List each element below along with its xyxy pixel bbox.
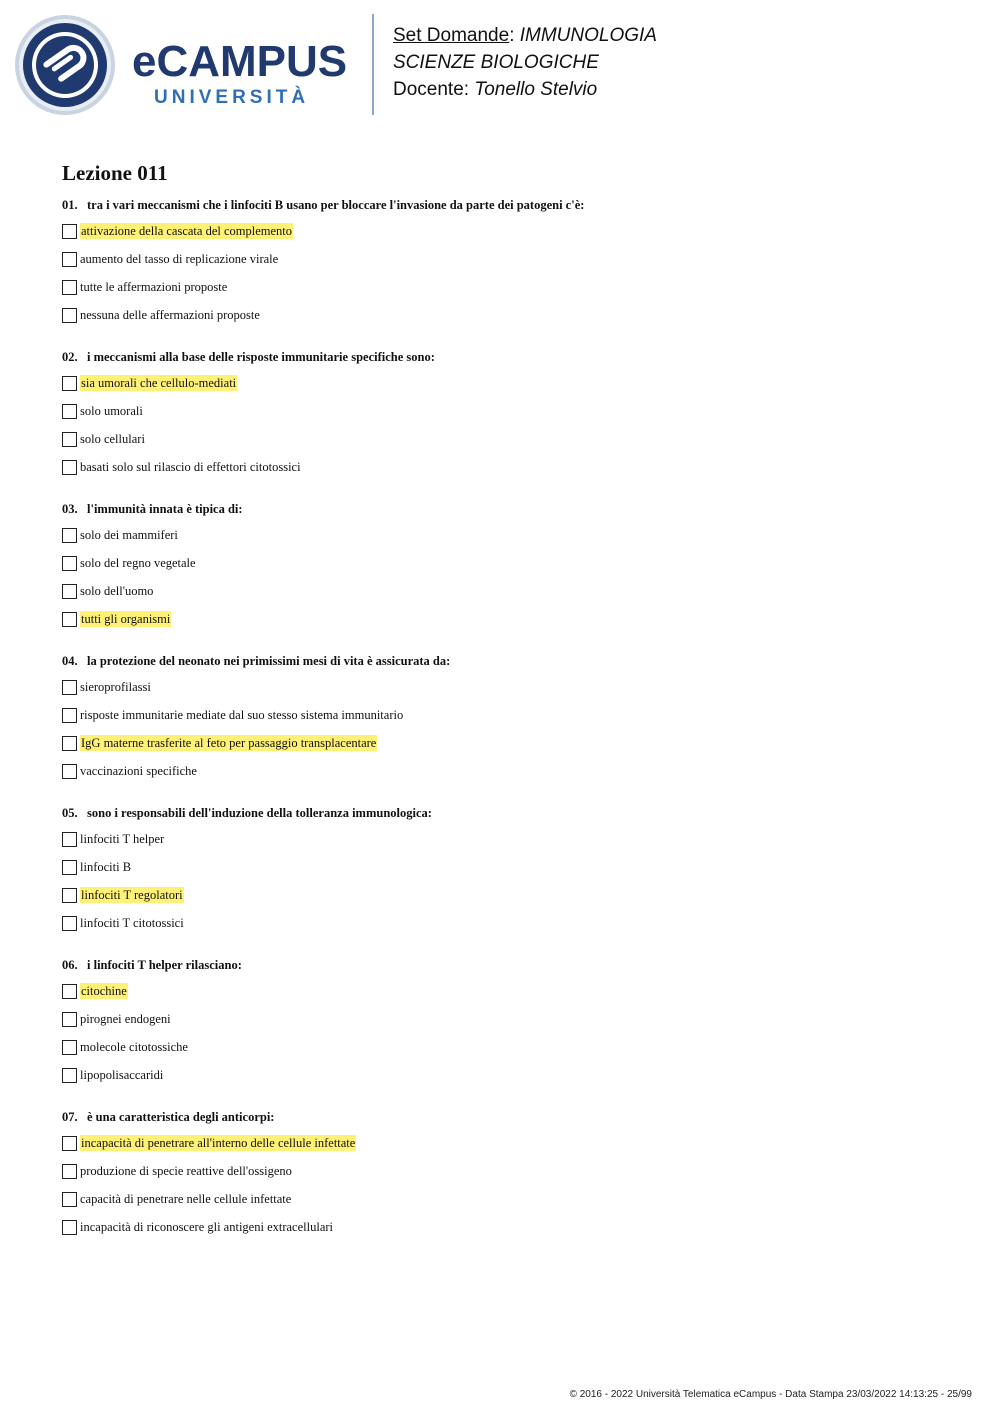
question-spacer: [62, 943, 962, 956]
question-label: i linfociti T helper rilasciano:: [87, 958, 242, 972]
question-label: la protezione del neonato nei primissimi mesi di vita è assicurata da:: [87, 654, 451, 668]
answer-option[interactable]: [62, 251, 962, 279]
question-text: [62, 196, 962, 214]
answer-option[interactable]: [62, 375, 962, 403]
answer-option[interactable]: [62, 223, 962, 251]
question-spacer: [62, 791, 962, 804]
answer-option[interactable]: [62, 431, 962, 459]
answer-text: solo cellulari: [80, 432, 145, 446]
answer-text: solo dell'uomo: [80, 584, 154, 598]
question-block: [62, 500, 962, 652]
question-block: [62, 956, 962, 1108]
course-name: SCIENZE BIOLOGICHE: [393, 52, 599, 73]
question-text: [62, 348, 962, 366]
teacher-name: Tonello Stelvio: [474, 79, 598, 100]
answer-text: linfociti T citotossici: [80, 916, 184, 930]
teacher-line: [393, 76, 657, 103]
answer-option[interactable]: [62, 583, 962, 611]
answer-option[interactable]: [62, 983, 962, 1011]
question-number: 06.: [62, 958, 78, 972]
answer-checkbox[interactable]: [62, 860, 77, 875]
question-block: [62, 196, 962, 348]
answer-option[interactable]: [62, 307, 962, 335]
answer-text-correct: attivazione della cascata del complemento: [81, 224, 293, 238]
answer-checkbox[interactable]: [62, 584, 77, 599]
page-header: [0, 0, 1000, 130]
answer-checkbox[interactable]: [62, 432, 77, 447]
question-number: 07.: [62, 1110, 78, 1124]
lesson-title: Lezione 011: [62, 161, 168, 185]
question-label: l'immunità innata è tipica di:: [87, 502, 243, 516]
answer-text-correct: sia umorali che cellulo-mediati: [81, 376, 237, 390]
answer-option[interactable]: [62, 611, 962, 639]
question-label: i meccanismi alla base delle risposte immunitarie specifiche sono:: [87, 350, 435, 364]
question-text: [62, 956, 962, 974]
question-block: [62, 652, 962, 804]
answer-text-correct: citochine: [81, 984, 127, 998]
answer-text: risposte immunitarie mediate dal suo stesso sistema immunitario: [80, 708, 404, 722]
answer-checkbox[interactable]: [62, 460, 77, 475]
answer-checkbox[interactable]: [62, 1136, 77, 1151]
set-value: IMMUNOLOGIA: [519, 25, 657, 46]
course-line: [393, 49, 657, 76]
answer-checkbox[interactable]: [62, 556, 77, 571]
answer-text: lipopolisaccaridi: [80, 1068, 164, 1082]
answer-checkbox[interactable]: [62, 404, 77, 419]
teacher-label: Docente:: [393, 79, 470, 100]
answer-option[interactable]: [62, 859, 962, 887]
answer-text: incapacità di riconoscere gli antigeni extracellulari: [80, 1220, 334, 1234]
answer-text-correct: incapacità di penetrare all'interno delle cellule infettate: [81, 1136, 356, 1150]
answer-checkbox[interactable]: [62, 832, 77, 847]
answer-text: nessuna delle affermazioni proposte: [80, 308, 260, 322]
page-footer: © 2016 - 2022 Università Telematica eCampus - Data Stampa 23/03/2022 14:13:25 - 25/99: [569, 1389, 972, 1400]
answer-checkbox[interactable]: [62, 1068, 77, 1083]
question-text: [62, 652, 962, 670]
answer-text: vaccinazioni specifiche: [80, 764, 197, 778]
answer-checkbox[interactable]: [62, 888, 77, 903]
answer-checkbox[interactable]: [62, 1040, 77, 1055]
answer-text: linfociti T helper: [80, 832, 165, 846]
answer-option[interactable]: [62, 707, 962, 735]
question-number: 03.: [62, 502, 78, 516]
answer-checkbox[interactable]: [62, 1164, 77, 1179]
answer-option[interactable]: [62, 1191, 962, 1219]
ecampus-wordmark: [132, 37, 360, 114]
answer-option[interactable]: [62, 459, 962, 487]
answer-checkbox[interactable]: [62, 708, 77, 723]
header-info: [393, 22, 657, 103]
set-colon: :: [509, 25, 520, 46]
answer-text: solo umorali: [80, 404, 143, 418]
answer-option[interactable]: [62, 1039, 962, 1067]
answer-text: produzione di specie reattive dell'ossigeno: [80, 1164, 292, 1178]
answer-option[interactable]: [62, 915, 962, 943]
answer-text: aumento del tasso di replicazione virale: [80, 252, 279, 266]
answer-text: solo dei mammiferi: [80, 528, 178, 542]
answer-option[interactable]: [62, 1067, 962, 1095]
answer-text: linfociti B: [80, 860, 132, 874]
question-label: è una caratteristica degli anticorpi:: [87, 1110, 275, 1124]
set-label: Set Domande: [393, 25, 510, 46]
answer-text-correct: IgG materne trasferite al feto per passaggio transplacentare: [81, 736, 377, 750]
answer-checkbox[interactable]: [62, 736, 77, 751]
answer-text: basati solo sul rilascio di effettori citotossici: [80, 460, 301, 474]
answer-option[interactable]: [62, 735, 962, 763]
answer-option[interactable]: [62, 763, 962, 791]
logo-brand-text: eCAMPUS: [132, 37, 348, 86]
question-spacer: [62, 335, 962, 348]
answer-option[interactable]: [62, 831, 962, 859]
answer-text: solo del regno vegetale: [80, 556, 196, 570]
answer-checkbox[interactable]: [62, 528, 77, 543]
question-block: [62, 348, 962, 500]
answer-checkbox[interactable]: [62, 984, 77, 999]
answer-option[interactable]: [62, 527, 962, 555]
answer-option[interactable]: [62, 679, 962, 707]
answer-checkbox[interactable]: [62, 280, 77, 295]
answer-text: molecole citotossiche: [80, 1040, 188, 1054]
answer-option[interactable]: [62, 279, 962, 307]
answer-text: tutte le affermazioni proposte: [80, 280, 228, 294]
question-text: [62, 500, 962, 518]
answer-option[interactable]: [62, 1011, 962, 1039]
question-spacer: [62, 639, 962, 652]
answer-text: sieroprofilassi: [80, 680, 151, 694]
answer-text: pirognei endogeni: [80, 1012, 171, 1026]
question-text: [62, 804, 962, 822]
question-text: [62, 1108, 962, 1126]
question-block: [62, 1108, 962, 1247]
question-spacer: [62, 487, 962, 500]
question-number: 05.: [62, 806, 78, 820]
question-number: 02.: [62, 350, 78, 364]
answer-option[interactable]: [62, 403, 962, 431]
answer-checkbox[interactable]: [62, 764, 77, 779]
answer-checkbox[interactable]: [62, 252, 77, 267]
question-block: [62, 804, 962, 956]
answer-text: capacità di penetrare nelle cellule infettate: [80, 1192, 292, 1206]
answer-text-correct: tutti gli organismi: [81, 612, 171, 626]
question-label: tra i vari meccanismi che i linfociti B usano per bloccare l'invasione da parte dei patogeni c'è:: [87, 198, 585, 212]
answer-option[interactable]: [62, 1135, 962, 1163]
question-spacer: [62, 1095, 962, 1108]
question-number: 04.: [62, 654, 78, 668]
answer-checkbox[interactable]: [62, 1220, 77, 1235]
answer-option[interactable]: [62, 555, 962, 583]
header-divider: [372, 14, 374, 115]
answer-checkbox[interactable]: [62, 612, 77, 627]
answer-option[interactable]: [62, 887, 962, 915]
answer-checkbox[interactable]: [62, 376, 77, 391]
logo-sub-text: UNIVERSITÀ: [154, 87, 310, 108]
ecampus-seal-logo: [14, 14, 116, 116]
question-number: 01.: [62, 198, 78, 212]
answer-checkbox[interactable]: [62, 308, 77, 323]
answer-checkbox[interactable]: [62, 1012, 77, 1027]
question-list: [62, 196, 962, 1247]
answer-text-correct: linfociti T regolatori: [81, 888, 183, 902]
answer-checkbox[interactable]: [62, 224, 77, 239]
answer-checkbox[interactable]: [62, 680, 77, 695]
answer-checkbox[interactable]: [62, 1192, 77, 1207]
answer-option[interactable]: [62, 1219, 962, 1247]
answer-checkbox[interactable]: [62, 916, 77, 931]
question-label: sono i responsabili dell'induzione della tolleranza immunologica:: [87, 806, 432, 820]
set-line: [393, 22, 657, 49]
answer-option[interactable]: [62, 1163, 962, 1191]
